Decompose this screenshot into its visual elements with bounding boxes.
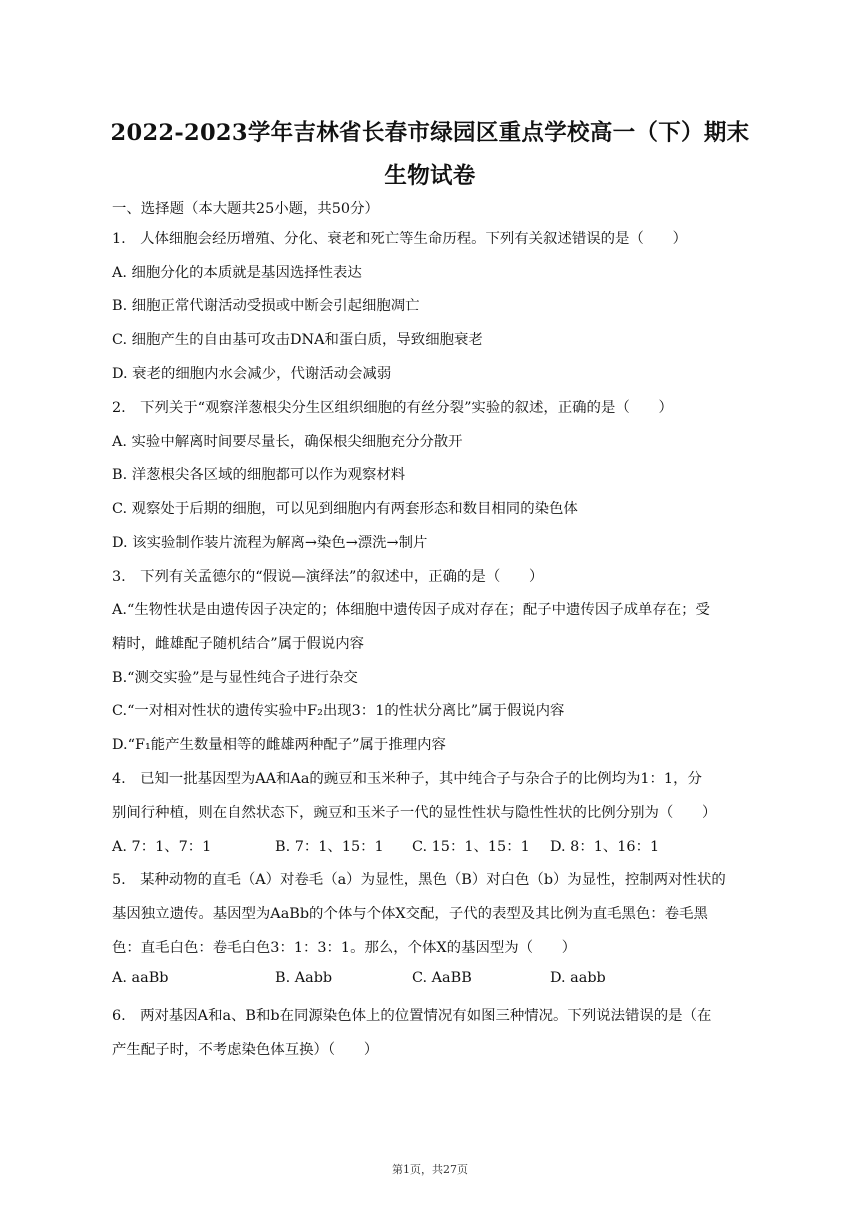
- text-line: C. 细胞产生的自由基可攻击DNA和蛋白质，导致细胞衰老: [112, 332, 483, 348]
- q4-option-d: D. 8：1、16：1: [550, 839, 660, 855]
- q4-option-c: C. 15：1、15：1: [412, 839, 530, 855]
- q5-option-c: C. AaBB: [412, 970, 472, 986]
- title-line-1: 2022-2023学年吉林省长春市绿园区重点学校高一（下）期末: [110, 120, 750, 146]
- text-line: 1. 人体细胞会经历增殖、分化、衰老和死亡等生命历程。下列有关叙述错误的是（ ）: [112, 231, 687, 247]
- text-line: 产生配子时，不考虑染色体互换）（ ）: [112, 1042, 379, 1058]
- text-line: C. 观察处于后期的细胞，可以见到细胞内有两套形态和数目相同的染色体: [112, 501, 578, 517]
- q5-option-d: D. aabb: [550, 970, 606, 986]
- text-line: D. 衰老的细胞内水会减少，代谢活动会减弱: [112, 366, 392, 382]
- text-line: D. 该实验制作装片流程为解离→染色→漂洗→制片: [112, 535, 428, 551]
- page-footer: 第1页，共27页: [392, 1163, 468, 1176]
- text-line: 5. 某种动物的直毛（A）对卷毛（a）为显性，黑色（B）对白色（b）为显性，控制两对性状的: [112, 872, 726, 888]
- text-line: A. 细胞分化的本质就是基因选择性表达: [112, 265, 362, 281]
- text-line: B. 细胞正常代谢活动受损或中断会引起细胞凋亡: [112, 298, 420, 314]
- text-line: 2. 下列关于“观察洋葱根尖分生区组织细胞的有丝分裂”实验的叙述，正确的是（ ）: [112, 400, 673, 416]
- text-line: 3. 下列有关孟德尔的“假说—演绎法”的叙述中，正确的是（ ）: [112, 569, 544, 585]
- section-header: 一、选择题（本大题共25小题，共50分）: [112, 201, 379, 217]
- text-line: 精时，雌雄配子随机结合”属于假说内容: [112, 636, 364, 652]
- q4-option-b: B. 7：1、15：1: [275, 839, 384, 855]
- q4-option-a: A. 7：1、7：1: [112, 839, 212, 855]
- q5-option-b: B. Aabb: [275, 970, 333, 986]
- text-line: D.“F₁能产生数量相等的雌雄两种配子”属于推理内容: [112, 737, 446, 753]
- text-line: B.“测交实验”是与显性纯合子进行杂交: [112, 670, 358, 686]
- text-line: C.“一对相对性状的遗传实验中F₂出现3：1的性状分离比”属于假说内容: [112, 703, 565, 719]
- text-line: A. 实验中解离时间要尽量长，确保根尖细胞充分分散开: [112, 434, 463, 450]
- text-line: 基因独立遗传。基因型为AaBb的个体与个体X交配，子代的表型及其比例为直毛黑色：卷毛黑: [112, 906, 708, 922]
- text-line: 色：直毛白色：卷毛白色3：1：3：1。那么，个体X的基因型为（ ）: [112, 940, 577, 956]
- q5-option-a: A. aaBb: [112, 970, 169, 986]
- text-line: B. 洋葱根尖各区域的细胞都可以作为观察材料: [112, 467, 406, 483]
- text-line: A.“生物性状是由遗传因子决定的；体细胞中遗传因子成对存在；配子中遗传因子成单存在；受: [112, 602, 710, 618]
- text-line: 别间行种植，则在自然状态下，豌豆和玉米子一代的显性性状与隐性性状的比例分别为（ ）: [112, 805, 717, 821]
- title-line-2: 生物试卷: [384, 163, 476, 189]
- text-line: 6. 两对基因A和a、B和b在同源染色体上的位置情况有如图三种情况。下列说法错误的是（在: [112, 1008, 712, 1024]
- text-line: 4. 已知一批基因型为AA和Aa的豌豆和玉米种子，其中纯合子与杂合子的比例均为1：1，分: [112, 771, 702, 787]
